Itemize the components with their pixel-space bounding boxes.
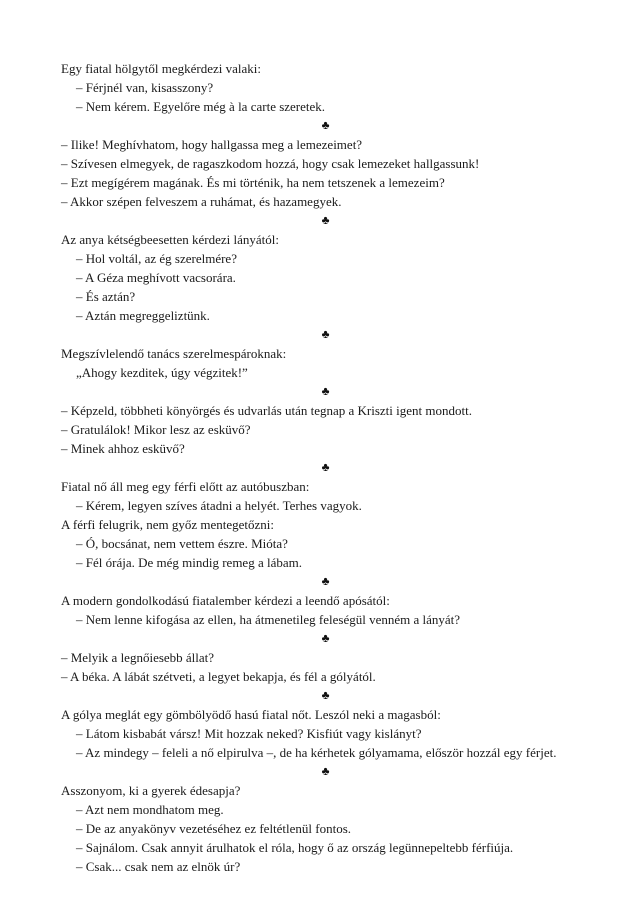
separator-club-icon bbox=[61, 382, 586, 401]
joke-block bbox=[61, 230, 586, 325]
dialogue-line: – Aztán megreggeliztünk. bbox=[76, 308, 210, 323]
dialogue-line: – Férjnél van, kisasszony? bbox=[76, 80, 214, 95]
club-icon: ♣ bbox=[321, 118, 330, 132]
text-line: A férfi felugrik, nem győz mentegetőzni: bbox=[61, 517, 274, 532]
text-line: – Gratulálok! Mikor lesz az esküvő? bbox=[61, 422, 251, 437]
dialogue-line: – Nem lenne kifogása az ellen, ha átmenetileg feleségül venném a lányát? bbox=[76, 612, 461, 627]
dialogue-line: – Az mindegy – feleli a nő elpirulva –, de ha kérhetek gólyamama, először hozzál egy férjet. bbox=[76, 745, 557, 760]
separator-club-icon bbox=[61, 116, 586, 135]
dialogue-line: – És aztán? bbox=[76, 289, 136, 304]
text-line: – Szívesen elmegyek, de ragaszkodom hozzá, hogy csak lemezeket hallgassunk! bbox=[61, 156, 480, 171]
joke-block bbox=[61, 477, 586, 572]
dialogue-line: – Sajnálom. Csak annyit árulhatok el róla, hogy ő az ország legünnepeltebb férfiúja. bbox=[76, 840, 514, 855]
text-line: A modern gondolkodású fiatalember kérdezi a leendő apósától: bbox=[61, 593, 390, 608]
joke-block bbox=[61, 648, 586, 686]
text-line: Egy fiatal hölgytől megkérdezi valaki: bbox=[61, 61, 261, 76]
text-line: Az anya kétségbeesetten kérdezi lányától: bbox=[61, 232, 280, 247]
document-body bbox=[61, 59, 586, 876]
separator-club-icon bbox=[61, 572, 586, 591]
text-line: Fiatal nő áll meg egy férfi előtt az autóbuszban: bbox=[61, 479, 310, 494]
text-line: – Minek ahhoz esküvő? bbox=[61, 441, 185, 456]
dialogue-line: – Csak... csak nem az elnök úr? bbox=[76, 859, 241, 874]
separator-club-icon bbox=[61, 211, 586, 230]
joke-block bbox=[61, 781, 586, 876]
club-icon: ♣ bbox=[321, 213, 330, 227]
dialogue-line: – Ó, bocsánat, nem vettem észre. Mióta? bbox=[76, 536, 288, 551]
separator-club-icon bbox=[61, 686, 586, 705]
dialogue-line: – A Géza meghívott vacsorára. bbox=[76, 270, 236, 285]
text-line: Megszívlelendő tanács szerelmespároknak: bbox=[61, 346, 287, 361]
club-icon: ♣ bbox=[321, 631, 330, 645]
joke-block bbox=[61, 59, 586, 116]
dialogue-line: „Ahogy kezditek, úgy végzitek!” bbox=[76, 365, 248, 380]
joke-block bbox=[61, 401, 586, 458]
text-line: – Melyik a legnőiesebb állat? bbox=[61, 650, 215, 665]
dialogue-line: – Azt nem mondhatom meg. bbox=[76, 802, 224, 817]
joke-block bbox=[61, 591, 586, 629]
club-icon: ♣ bbox=[321, 460, 330, 474]
joke-block bbox=[61, 344, 586, 382]
text-line: A gólya meglát egy gömbölyödő hasú fiatal nőt. Leszól neki a magasból: bbox=[61, 707, 441, 722]
separator-club-icon bbox=[61, 762, 586, 781]
club-icon: ♣ bbox=[321, 574, 330, 588]
joke-block bbox=[61, 705, 586, 762]
text-line: Asszonyom, ki a gyerek édesapja? bbox=[61, 783, 241, 798]
text-line: – Ezt megígérem magának. És mi történik, ha nem tetszenek a lemezeim? bbox=[61, 175, 445, 190]
text-line: – Képzeld, többheti könyörgés és udvarlás után tegnap a Kriszti igent mondott. bbox=[61, 403, 472, 418]
text-line: – Akkor szépen felveszem a ruhámat, és hazamegyek. bbox=[61, 194, 342, 209]
club-icon: ♣ bbox=[321, 688, 330, 702]
dialogue-line: – Nem kérem. Egyelőre még à la carte szeretek. bbox=[76, 99, 326, 114]
text-line: – A béka. A lábát szétveti, a legyet bekapja, és fél a gólyától. bbox=[61, 669, 376, 684]
dialogue-line: – Fél órája. De még mindig remeg a lábam. bbox=[76, 555, 302, 570]
dialogue-line: – De az anyakönyv vezetéséhez ez feltétlenül fontos. bbox=[76, 821, 352, 836]
joke-block bbox=[61, 135, 586, 211]
separator-club-icon bbox=[61, 458, 586, 477]
dialogue-line: – Hol voltál, az ég szerelmére? bbox=[76, 251, 237, 266]
dialogue-line: – Látom kisbabát vársz! Mit hozzak neked? Kisfiút vagy kislányt? bbox=[76, 726, 422, 741]
club-icon: ♣ bbox=[321, 384, 330, 398]
text-line: – Ilike! Meghívhatom, hogy hallgassa meg a lemezeimet? bbox=[61, 137, 363, 152]
club-icon: ♣ bbox=[321, 764, 330, 778]
dialogue-line: – Kérem, legyen szíves átadni a helyét. Terhes vagyok. bbox=[76, 498, 362, 513]
separator-club-icon bbox=[61, 629, 586, 648]
separator-club-icon bbox=[61, 325, 586, 344]
club-icon: ♣ bbox=[321, 327, 330, 341]
